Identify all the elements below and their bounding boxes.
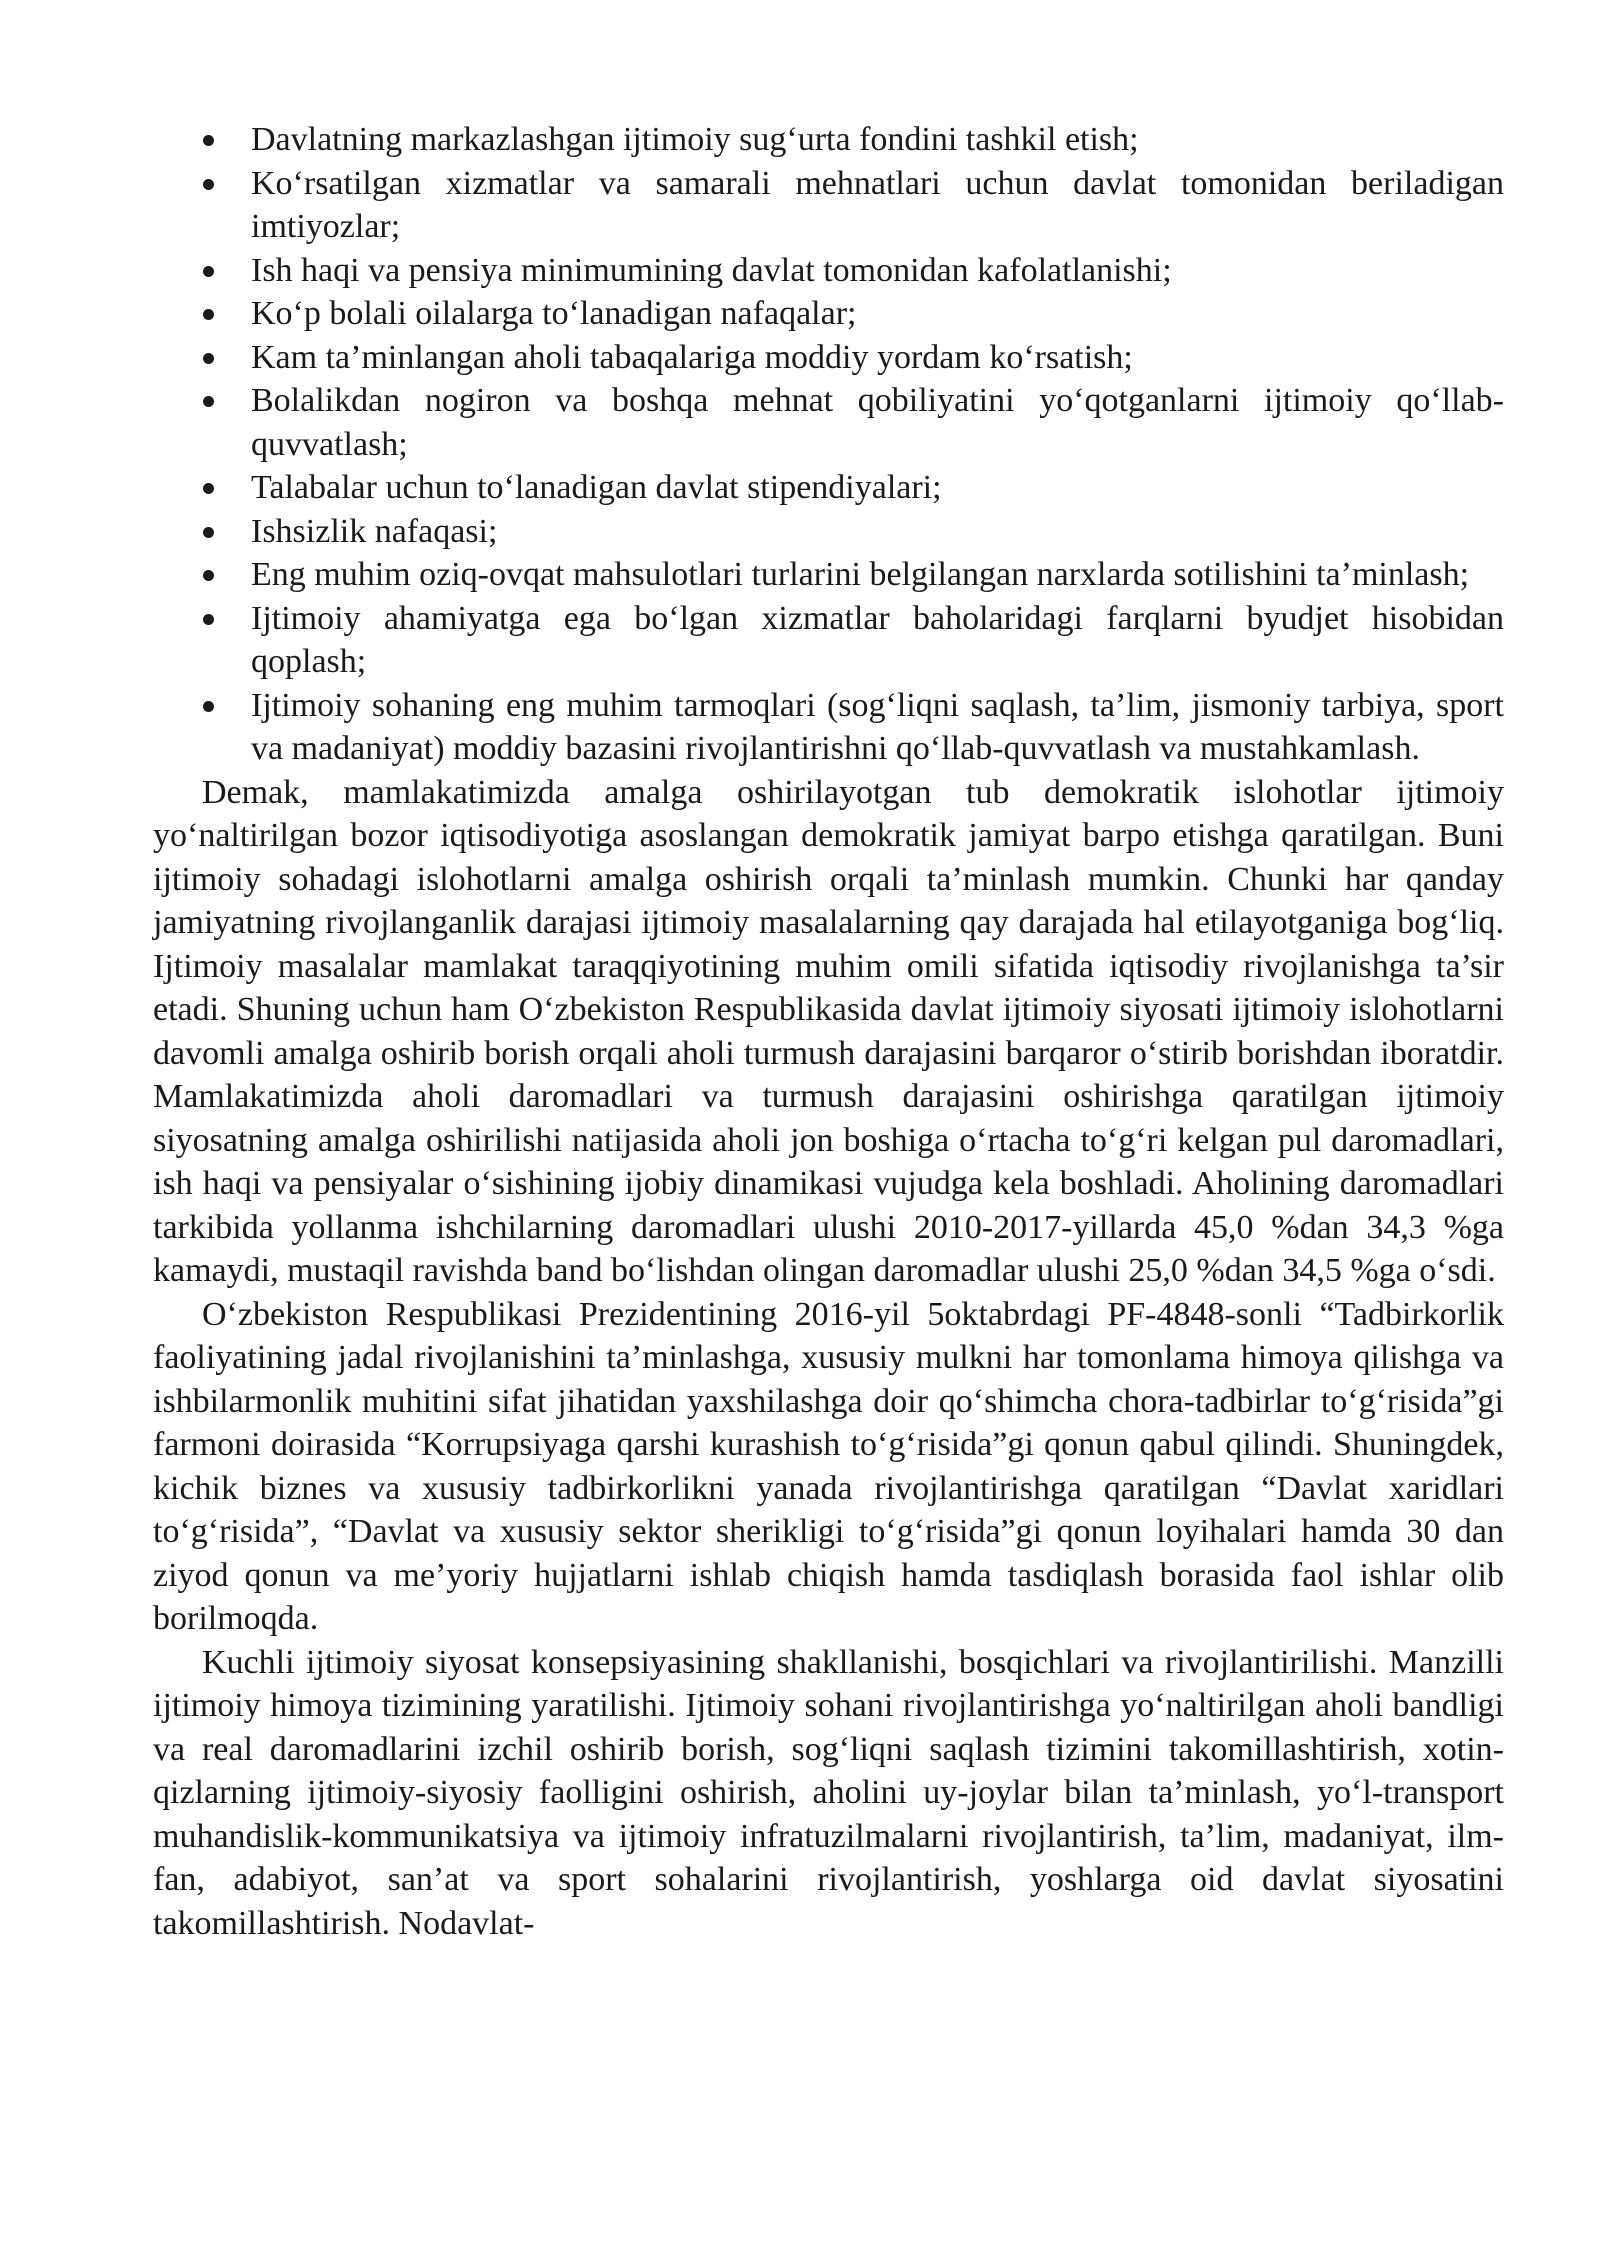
list-item-text: Ko‘rsatilgan xizmatlar va samarali mehnatlari uchun davlat tomonidan beriladigan imtiyozlar; — [251, 164, 1504, 245]
body-paragraph: Kuchli ijtimoiy siyosat konsepsiyasining shakllanishi, bosqichlari va rivojlantirilishi. Manzilli ijtimoiy himoya tizimining yaratilishi. Ijtimoiy sohani rivojlantirishga yo‘naltirilgan aholi bandligi va real daromadlarini izchil oshirib borish, sog‘liqni saqlash tizimini takomillashtirish, xotin-qizlarning ijtimoiy-siyosiy faolligini oshirish, aholini uy-joylar bilan ta’minlash, yo‘l-transport muhandislik-kommunikatsiya va ijtimoiy infratuzilmalarni rivojlantirish, ta’lim, madaniyat, ilm-fan, adabiyot, san’at va sport sohalarini rivojlantirish, yoshlarga oid davlat siyosatini takomillashtirish. Nodavlat- — [153, 1643, 1504, 1942]
bullet-icon — [203, 483, 214, 494]
list-item — [153, 292, 1504, 336]
bullet-icon — [203, 309, 214, 320]
list-item-text: Talabalar uchun to‘lanadigan davlat stipendiyalari; — [251, 469, 942, 506]
bullet-list — [153, 118, 1504, 771]
list-item — [153, 118, 1504, 162]
list-item — [153, 684, 1504, 771]
bullet-icon — [203, 353, 214, 364]
bullet-icon — [203, 179, 214, 190]
list-item-text: Eng muhim oziq-ovqat mahsulotlari turlarini belgilangan narxlarda sotilishini ta’minlash; — [251, 556, 1470, 593]
list-item-text: Kam ta’minlangan aholi tabaqalariga moddiy yordam ko‘rsatish; — [251, 338, 1133, 376]
bullet-icon — [203, 266, 214, 277]
body-paragraph: O‘zbekiston Respublikasi Prezidentining 2016-yil 5oktabrdagi PF-4848-sonli “Tadbirkorlik faoliyatining jadal rivojlanishini ta’minlashga, xususiy mulkni har tomonlama himoya qilishga va ishbilarmonlik muhitini sifat jihatidan yaxshilashga doir qo‘shimcha chora-tadbirlar to‘g‘risida”gi farmoni doirasida “Korrupsiyaga qarshi kurashish to‘g‘risida”gi qonun qabul qilindi. Shuningdek, kichik biznes va xususiy tadbirkorlikni yanada rivojlantirishga qaratilgan “Davlat xaridlari to‘g‘risida”, “Davlat va xususiy sektor sherikligi to‘g‘risida”gi qonun loyihalari hamda 30 dan ziyod qonun va me’yoriy hujjatlarni ishlab chiqish hamda tasdiqlash borasida faol ishlar olib borilmoqda. — [153, 1295, 1504, 1637]
list-item — [153, 510, 1504, 554]
list-item — [153, 336, 1504, 380]
list-item-text: Bolalikdan nogiron va boshqa mehnat qobiliyatini yo‘qotganlarni ijtimoiy qo‘llab-quvvatlash; — [251, 382, 1504, 463]
bullet-icon — [203, 527, 214, 538]
list-item — [153, 466, 1504, 510]
list-item-text: Ijtimoiy ahamiyatga ega bo‘lgan xizmatlar baholaridagi farqlarni byudjet hisobidan qoplash; — [251, 599, 1504, 680]
list-item — [153, 597, 1504, 684]
bullet-icon — [203, 570, 214, 581]
list-item-text: Ish haqi va pensiya minimumining davlat tomonidan kafolatlanishi; — [251, 251, 1172, 289]
document-page — [153, 118, 1504, 1945]
bullet-icon — [203, 135, 214, 146]
list-item-text: Ishsizlik nafaqasi; — [251, 512, 498, 550]
list-item-text: Ijtimoiy sohaning eng muhim tarmoqlari (sog‘liqni saqlash, ta’lim, jismoniy tarbiya, sport va madaniyat) moddiy bazasini rivojlantirishni qo‘llab-quvvatlash va mustahkamlash. — [251, 686, 1504, 767]
list-item-text: Ko‘p bolali oilalarga to‘lanadigan nafaqalar; — [251, 295, 857, 332]
bullet-icon — [203, 614, 214, 625]
list-item — [153, 162, 1504, 249]
bullet-icon — [203, 701, 214, 712]
list-item — [153, 379, 1504, 466]
body-paragraph: Demak, mamlakatimizda amalga oshirilayotgan tub demokratik islohotlar ijtimoiy yo‘naltirilgan bozor iqtisodiyotiga asoslangan demokratik jamiyat barpo etishga qaratilgan. Buni ijtimoiy sohadagi islohotlarni amalga oshirish orqali ta’minlash mumkin. Chunki har qanday jamiyatning rivojlanganlik darajasi ijtimoiy masalalarning qay darajada hal etilayotganiga bog‘liq. Ijtimoiy masalalar mamlakat taraqqiyotining muhim omili sifatida iqtisodiy rivojlanishga ta’sir etadi. Shuning uchun ham O‘zbekiston Respublikasida davlat ijtimoiy siyosati ijtimoiy islohotlarni davomli amalga oshirib borish orqali aholi turmush darajasini barqaror o‘stirib borishdan iboratdir. Mamlakatimizda aholi daromadlari va turmush darajasini oshirishga qaratilgan ijtimoiy siyosatning amalga oshirilishi natijasida aholi jon boshiga o‘rtacha to‘g‘ri kelgan pul daromadlari, ish haqi va pensiyalar o‘sishining ijobiy dinamikasi vujudga kela boshladi. Aholining daromadlari tarkibida yollanma ishchilarning daromadlari ulushi 2010-2017-yillarda 45,0 %dan 34,3 %ga kamaydi, mustaqil ravishda band bo‘lishdan olingan daromadlar ulushi 25,0 %dan 34,5 %ga o‘sdi. — [153, 773, 1504, 1289]
bullet-icon — [203, 396, 214, 407]
list-item-text: Davlatning markazlashgan ijtimoiy sug‘urta fondini tashkil etish; — [251, 121, 1139, 158]
list-item — [153, 249, 1504, 293]
list-item — [153, 553, 1504, 597]
